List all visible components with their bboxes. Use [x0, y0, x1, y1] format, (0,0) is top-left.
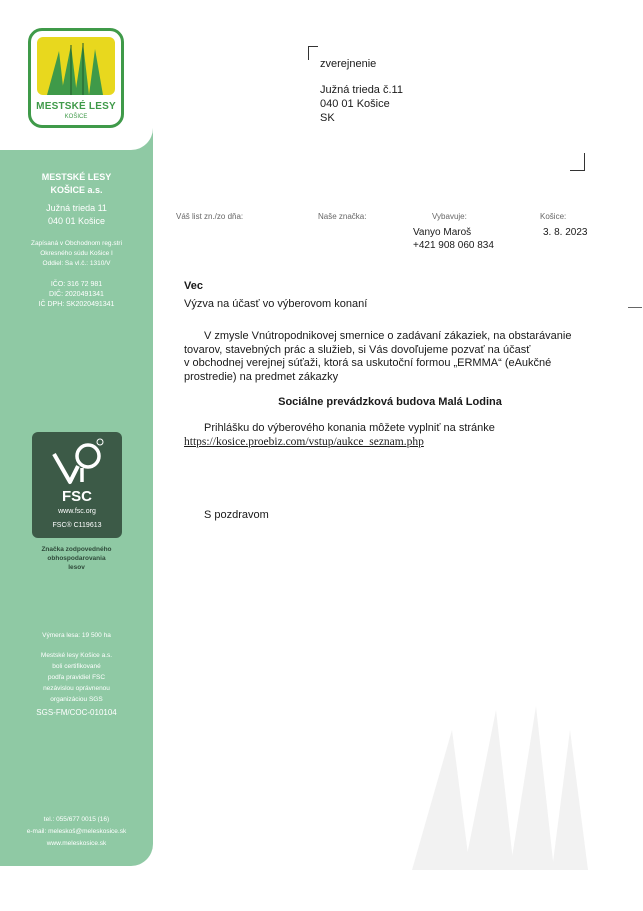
fsc-caption: Značka zodpovedného	[41, 546, 112, 553]
body-line: V zmysle Vnútropodnikovej smernice o zadávaní zákaziek, na obstarávanie	[204, 330, 572, 342]
closing: S pozdravom	[204, 509, 269, 521]
address-corner-mark	[308, 46, 318, 47]
forest-area: Výmera lesa: 19 500 ha	[42, 632, 111, 639]
company-city: 040 01 Košice	[47, 216, 106, 226]
logo-tree-mark	[37, 37, 115, 95]
contact-email: e-mail: meleskoš@meleskosice.sk	[26, 828, 127, 835]
recipient-line1: zverejnenie	[320, 58, 377, 70]
company-logo	[28, 28, 124, 128]
label-place: Košice:	[540, 212, 567, 221]
handler-name: Vanyo Maroš	[413, 227, 472, 238]
company-vat-id: IČ DPH: SK2020491341	[38, 301, 115, 308]
label-your-letter: Váš list zn./zo dňa:	[176, 212, 244, 221]
address-corner-mark	[570, 170, 584, 171]
logo-name: MESTSKÉ LESY	[36, 101, 116, 112]
body-line: prostredie) na predmet zákazky	[184, 371, 339, 383]
company-street: Južná trieda 11	[46, 203, 107, 213]
watermark-logo	[392, 690, 592, 870]
logo-area	[0, 0, 153, 150]
cert-code: SGS-FM/COC-010104	[36, 708, 117, 717]
contact-web: www.meleskosice.sk	[46, 840, 107, 847]
fsc-caption: lesov	[68, 564, 85, 571]
label-handled-by: Vybavuje:	[432, 212, 467, 221]
company-tax-id: DIČ: 2020491341	[49, 291, 104, 298]
company-name-line1: MESTSKÉ LESY	[41, 172, 112, 182]
cert-text: nezávislou oprávnenou	[43, 685, 110, 692]
fsc-code: FSC® C119613	[52, 522, 102, 529]
body-line: tovarov, stavebných prác a služieb, si Vás dovoľujeme pozvať na účasť	[184, 344, 531, 356]
recipient-street: Južná trieda č.11	[320, 84, 403, 96]
subject-text: Výzva na účasť vo výberovom konaní	[184, 298, 368, 310]
letter-date: 3. 8. 2023	[543, 227, 588, 238]
label-our-ref: Naše značka:	[318, 212, 367, 221]
company-name-line2: KOŠICE a.s.	[50, 185, 103, 195]
subject-label: Vec	[184, 280, 203, 292]
recipient-country: SK	[320, 112, 335, 124]
fsc-name: FSC	[62, 488, 92, 505]
cert-text: Mestské lesy Košice a.s.	[40, 652, 113, 659]
fsc-caption: obhospodarovania	[47, 555, 106, 562]
cert-text: boli certifikované	[52, 663, 101, 670]
fsc-website: www.fsc.org	[58, 508, 96, 515]
letterhead-sidebar	[0, 0, 153, 866]
registry-line: Zapísaná v Obchodnom reg.stri	[30, 240, 123, 247]
contact-phone: tel.: 055/677 0015 (16)	[43, 816, 110, 823]
fold-mark	[628, 307, 642, 308]
body-line: v obchodnej verejnej súťaži, ktorá sa uskutoční formou „ERMMA“ (eAukčné	[184, 357, 552, 369]
project-name: Sociálne prevádzková budova Malá Lodina	[278, 396, 502, 408]
fsc-tree-icon	[32, 432, 122, 494]
fsc-badge	[32, 432, 122, 538]
cert-text: podľa pravidiel FSC	[47, 674, 106, 681]
address-corner-mark	[584, 153, 585, 171]
logo-sub: KOŠICE	[64, 114, 88, 120]
apply-text: Prihlášku do výberového konania môžete vyplniť na stránke	[204, 422, 495, 434]
handler-phone: +421 908 060 834	[413, 240, 494, 251]
cert-text: organizáciou SGS	[50, 696, 103, 703]
address-corner-mark	[308, 46, 309, 60]
registry-line: Oddiel: Sa vl.č.: 1310/V	[42, 260, 111, 267]
registry-line: Okresného súdu Košice I	[40, 250, 113, 257]
apply-link[interactable]: https://kosice.proebiz.com/vstup/aukce_seznam.php	[184, 436, 424, 448]
recipient-city: 040 01 Košice	[320, 98, 390, 110]
company-id: IČO: 316 72 981	[50, 281, 103, 288]
